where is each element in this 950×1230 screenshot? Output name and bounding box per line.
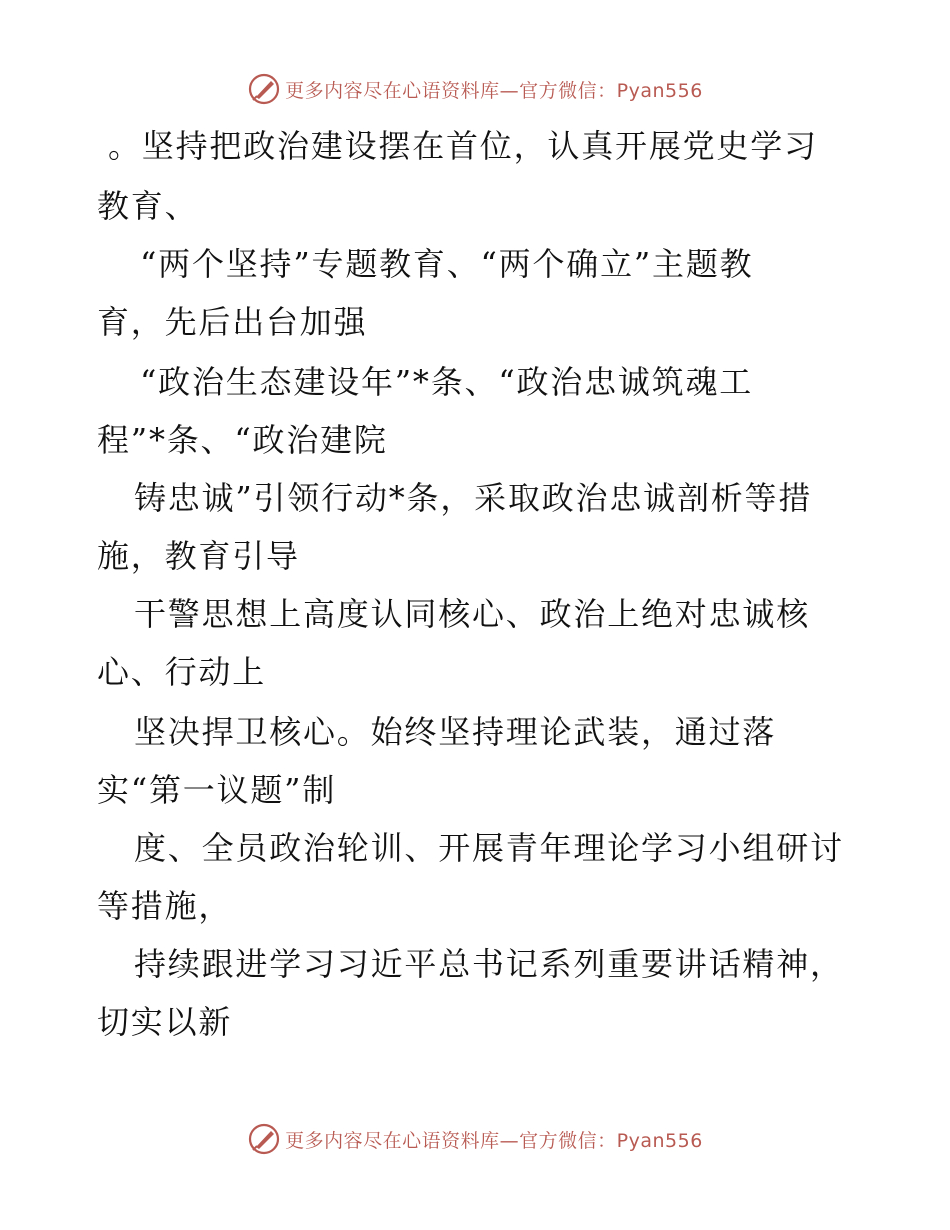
watermark-text: 更多内容尽在心语资料库—官方微信：Pyan556 bbox=[285, 1129, 703, 1152]
text-line: 施，教育引导 bbox=[97, 537, 300, 575]
text-line: 度、全员政治轮训、开展青年理论学习小组研讨 bbox=[134, 829, 844, 867]
text-line: 干警思想上高度认同核心、政治上绝对忠诚核 bbox=[134, 595, 811, 633]
text-line: 等措施， bbox=[97, 887, 233, 925]
footer-watermark bbox=[0, 1122, 950, 1156]
text-line: “政治生态建设年”*条、“政治忠诚筑魂工 bbox=[140, 363, 754, 401]
quill-pen-logo-icon bbox=[247, 1122, 281, 1156]
text-line: 。坚持把政治建设摆在首位，认真开展党史学习 bbox=[108, 127, 818, 165]
text-line: 铸忠诚”引领行动*条，采取政治忠诚剖析等措 bbox=[134, 479, 813, 517]
text-line: 教育、 bbox=[97, 187, 199, 225]
text-line: 育，先后出台加强 bbox=[97, 303, 368, 341]
text-line: 实“第一议题”制 bbox=[97, 771, 337, 809]
quill-pen-logo-icon bbox=[247, 72, 281, 106]
text-line: “两个坚持”专题教育、“两个确立”主题教 bbox=[140, 245, 754, 283]
text-line: 程”*条、“政治建院 bbox=[97, 421, 388, 459]
text-line: 持续跟进学习习近平总书记系列重要讲话精神， bbox=[134, 945, 844, 983]
watermark-text: 更多内容尽在心语资料库—官方微信：Pyan556 bbox=[285, 79, 703, 102]
text-line: 坚决捍卫核心。始终坚持理论武装，通过落 bbox=[134, 713, 777, 751]
text-line: 心、行动上 bbox=[97, 653, 267, 691]
text-line: 切实以新 bbox=[97, 1003, 233, 1041]
header-watermark bbox=[0, 72, 950, 106]
